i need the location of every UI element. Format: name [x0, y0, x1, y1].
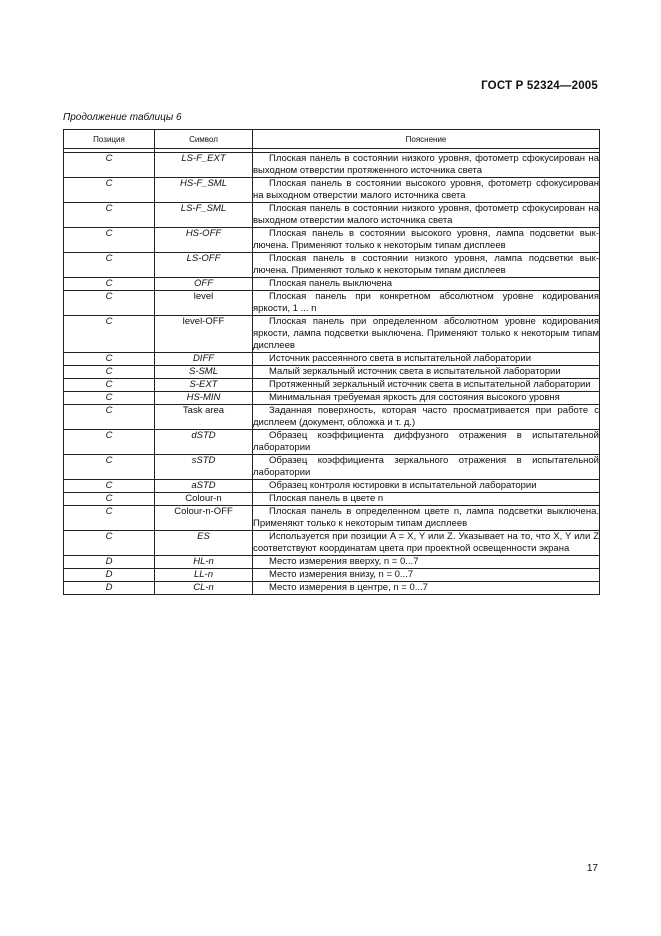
- position-cell: C: [64, 178, 155, 203]
- symbol-cell: Colour-n: [155, 493, 253, 506]
- position-cell: C: [64, 203, 155, 228]
- explanation-cell: Место измерения в центре, n = 0...7: [253, 582, 600, 595]
- symbol-cell: sSTD: [155, 455, 253, 480]
- position-cell: C: [64, 493, 155, 506]
- table-row: [64, 480, 600, 493]
- symbol-cell: ES: [155, 531, 253, 556]
- explanation-cell: Плоская панель при конкретном абсолютном уровне кодирования яркости, 1 ... n: [253, 291, 599, 314]
- position-cell: C: [64, 366, 155, 379]
- position-cell: C: [64, 455, 155, 480]
- position-cell: C: [64, 392, 155, 405]
- explanation-cell: Плоская панель в состоянии низкого уровня, фотометр сфокусирован на выходном отверстии малого источника света: [253, 203, 599, 226]
- table-row: [64, 316, 600, 353]
- table-row: [64, 203, 600, 228]
- table-row: [64, 228, 600, 253]
- table-row: [64, 392, 600, 405]
- symbol-cell: LS-F_EXT: [155, 153, 253, 178]
- explanation-cell: Протяженный зеркальный источник света в испытательной лаборатории: [253, 379, 600, 392]
- explanation-cell: Образец коэффициента диффузного отражения в испытательной лаборатории: [253, 430, 599, 453]
- explanation-cell: Плоская панель в состоянии низкого уровня, лампа подсветки выключена. Применяют только к некоторым типам дисплеев: [253, 253, 599, 276]
- position-cell: C: [64, 506, 155, 531]
- document-code: ГОСТ Р 52324—2005: [481, 80, 598, 92]
- position-cell: C: [64, 253, 155, 278]
- explanation-cell: Используется при позиции A = X, Y или Z. Указывает на то, что X, Y или Z соответствуют координатам цвета при проектной освещенности экрана: [253, 531, 599, 554]
- explanation-cell: Минимальная требуемая яркость для состояния высокого уровня: [253, 392, 600, 405]
- table-row: [64, 493, 600, 506]
- table-body: [64, 153, 600, 595]
- symbol-cell: dSTD: [155, 430, 253, 455]
- table-row: [64, 366, 600, 379]
- symbol-cell: HS-MIN: [155, 392, 253, 405]
- table-row: [64, 556, 600, 569]
- position-cell: C: [64, 291, 155, 316]
- explanation-cell: Плоская панель в цвете n: [253, 493, 600, 506]
- symbol-cell: S-SML: [155, 366, 253, 379]
- column-header-explanation: Пояснение: [253, 130, 600, 149]
- table-row: [64, 531, 600, 556]
- table-row: [64, 582, 600, 595]
- column-header-symbol: Символ: [155, 130, 253, 149]
- table-row: [64, 430, 600, 455]
- explanation-cell: Малый зеркальный источник света в испытательной лаборатории: [253, 366, 600, 379]
- symbol-cell: LS-F_SML: [155, 203, 253, 228]
- symbol-cell: LL-n: [155, 569, 253, 582]
- position-cell: D: [64, 556, 155, 569]
- symbol-cell: OFF: [155, 278, 253, 291]
- explanation-cell: Плоская панель в состоянии низкого уровня, фотометр сфокусирован на выходном отверстии протяженного источника света: [253, 153, 599, 176]
- explanation-cell: Заданная поверхность, которая часто просматривается при работе с дисплеем (документ, обложка и т. д.): [253, 405, 599, 428]
- explanation-cell: Место измерения вверху, n = 0...7: [253, 556, 600, 569]
- symbol-cell: DIFF: [155, 353, 253, 366]
- symbol-cell: HL-n: [155, 556, 253, 569]
- explanation-cell: Плоская панель в определенном цвете n, лампа подсветки выключена. Применяют только к некоторым типам дисплеев: [253, 506, 599, 529]
- table-row: [64, 506, 600, 531]
- explanation-cell: Источник рассеянного света в испытательной лаборатории: [253, 353, 600, 366]
- position-cell: C: [64, 531, 155, 556]
- symbol-cell: HS-F_SML: [155, 178, 253, 203]
- position-cell: D: [64, 569, 155, 582]
- position-cell: C: [64, 153, 155, 178]
- symbol-cell: S-EXT: [155, 379, 253, 392]
- symbol-cell: aSTD: [155, 480, 253, 493]
- table-row: [64, 405, 600, 430]
- table-row: [64, 353, 600, 366]
- table-row: [64, 253, 600, 278]
- table-row: [64, 455, 600, 480]
- symbol-cell: HS-OFF: [155, 228, 253, 253]
- explanation-cell: Плоская панель в состоянии высокого уровня, фотометр сфокусирован на выходном отверстии малого источника света: [253, 178, 599, 201]
- explanation-cell: Плоская панель выключена: [253, 278, 600, 291]
- symbol-cell: level: [155, 291, 253, 316]
- table-row: [64, 291, 600, 316]
- table-row: [64, 278, 600, 291]
- position-cell: C: [64, 278, 155, 291]
- column-header-position: Позиция: [64, 130, 155, 149]
- explanation-cell: Плоская панель в состоянии высокого уровня, лампа подсветки выключена. Применяют только к некоторым типам дисплеев: [253, 228, 599, 251]
- page-number: 17: [586, 863, 598, 874]
- explanation-cell: Плоская панель при определенном абсолютном уровне кодирования яркости, лампа подсветки выключена. Применяют только к некоторым типам дисплеев: [253, 316, 599, 351]
- explanation-cell: Образец контроля юстировки в испытательной лаборатории: [253, 480, 600, 493]
- position-cell: C: [64, 430, 155, 455]
- symbol-cell: Colour-n-OFF: [155, 506, 253, 531]
- table-row: [64, 178, 600, 203]
- explanation-cell: Место измерения внизу, n = 0...7: [253, 569, 600, 582]
- table-row: [64, 379, 600, 392]
- position-cell: C: [64, 405, 155, 430]
- table-caption: Продолжение таблицы 6: [63, 112, 182, 123]
- position-cell: C: [64, 353, 155, 366]
- symbol-cell: CL-n: [155, 582, 253, 595]
- symbol-cell: LS-OFF: [155, 253, 253, 278]
- table-6: [63, 129, 600, 595]
- symbol-cell: level-OFF: [155, 316, 253, 353]
- explanation-cell: Образец коэффициента зеркального отражения в испытательной лаборатории: [253, 455, 599, 478]
- table-row: [64, 569, 600, 582]
- position-cell: C: [64, 316, 155, 353]
- table-row: [64, 153, 600, 178]
- table-header-row: [64, 130, 600, 149]
- position-cell: D: [64, 582, 155, 595]
- symbol-cell: Task area: [155, 405, 253, 430]
- position-cell: C: [64, 379, 155, 392]
- position-cell: C: [64, 480, 155, 493]
- position-cell: C: [64, 228, 155, 253]
